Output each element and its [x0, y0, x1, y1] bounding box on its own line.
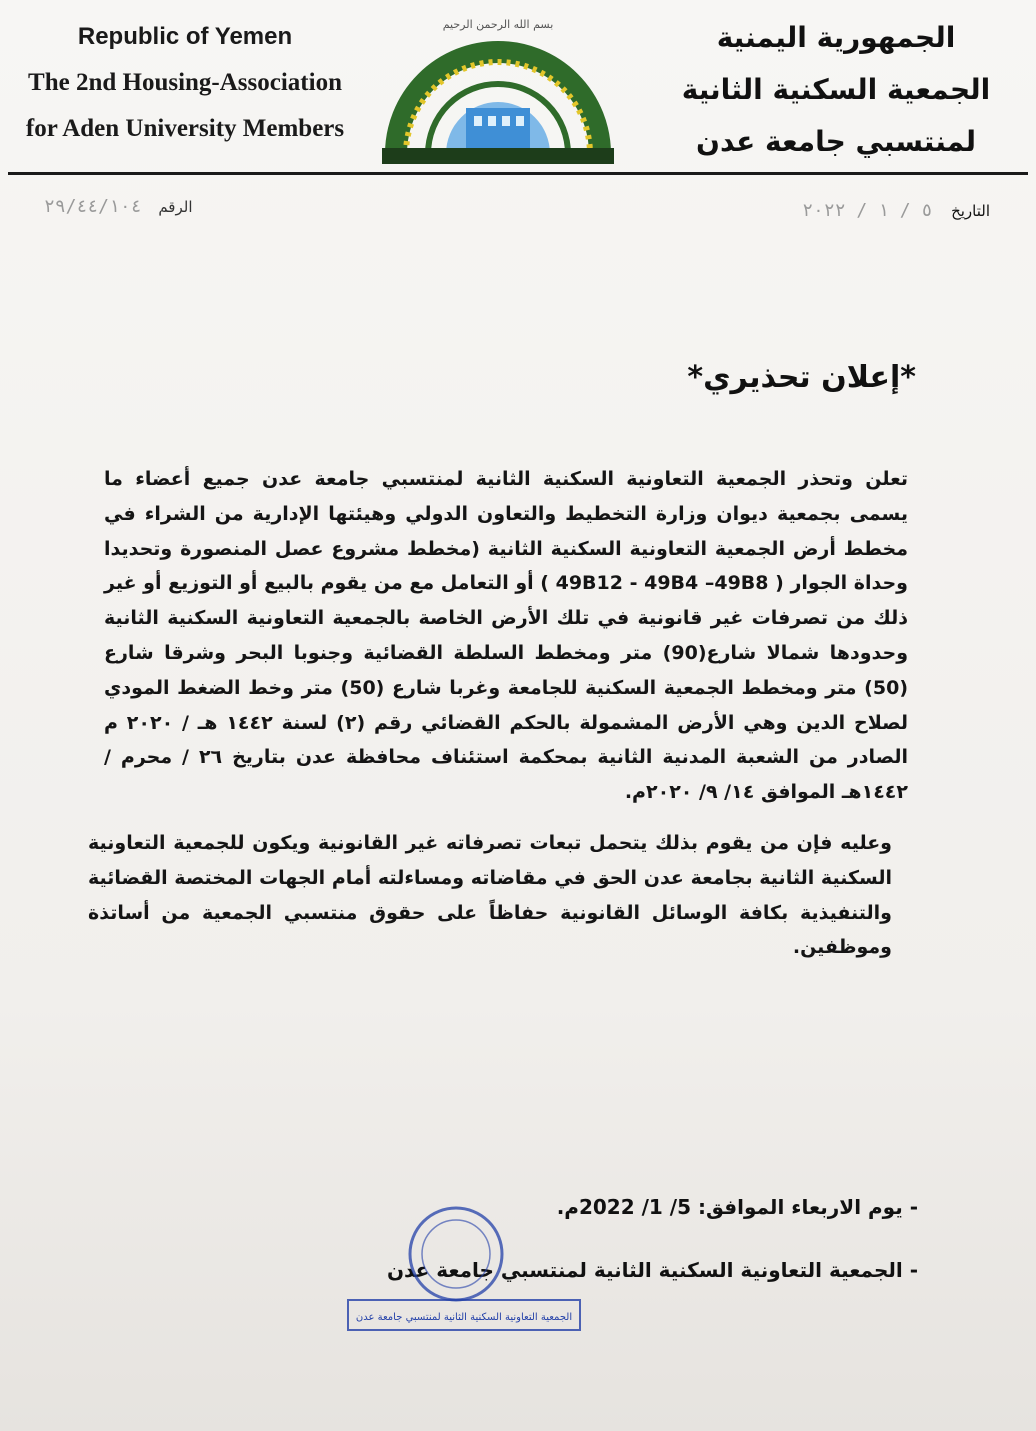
- date-value: ٥ / ١ / ٢٠٢٢: [802, 200, 933, 221]
- ref-value: ٢٩/٤٤/١٠٤: [44, 196, 142, 217]
- logo-caption: بسم الله الرحمن الرحيم: [442, 18, 554, 31]
- reference-line: [44, 196, 193, 217]
- header-arabic: [676, 12, 996, 168]
- header-ar-line2: الجمعية السكنية الثانية: [681, 73, 991, 106]
- header-ar-line3: لمنتسبي جامعة عدن: [696, 125, 976, 158]
- header-divider: [8, 172, 1028, 175]
- header-english: [10, 14, 360, 152]
- signature-date: - يوم الاربعاء الموافق: 5/ 1/ 2022م.: [556, 1195, 918, 1219]
- stamp-text: الجمعية التعاونية السكنية الثانية لمنتسبي جامعة عدن: [355, 1312, 573, 1323]
- official-stamp: [344, 1200, 584, 1340]
- header-en-line3: for Aden University Members: [25, 115, 345, 142]
- notice-body: [88, 462, 909, 965]
- date-label: التاريخ: [951, 202, 990, 220]
- body-paragraph-2: وعليه فإن من يقوم بذلك يتحمل تبعات تصرفاته غير القانونية ويكون للجمعية التعاونية السكنية الثانية بجامعة عدن الحق في مقاضاته ومساءلته أمام الجهات المختصة القضائية والتنفيذية بكافة الوسائل القانونية حفاظاً على حقوق منتسبي الجمعية من أساتذة وموظفين.: [88, 831, 892, 959]
- header-ar-line1: الجمهورية اليمنية: [716, 21, 956, 54]
- logo-building-icon: [466, 108, 530, 148]
- association-logo: [376, 8, 620, 168]
- date-line: [802, 200, 990, 221]
- logo-banner: [382, 148, 614, 164]
- header-en-line1: Republic of Yemen: [77, 23, 293, 50]
- header-en-line2: The 2nd Housing-Association: [28, 69, 342, 96]
- ref-label: الرقم: [158, 198, 193, 216]
- notice-title: *إعلان تحذيري*: [687, 360, 916, 395]
- body-paragraph-1: تعلن وتحذر الجمعية التعاونية السكنية الثانية لمنتسبي جامعة عدن جميع أعضاء ما يسمى بجمعية ديوان وزارة التخطيط والتعاون الدولي وهيئتها الإدارية من الشراء في مخطط أرض الجمعية التعاونية السكنية الثانية (مخطط مشروع عصل المنصورة وتحديدا وحداة الجوار ( 49B12 - 49B4 –49B8 ) أو التعامل مع من يقوم بالبيع أو التوزيع أو غير ذلك من تصرفات غير قانونية في تلك الأرض الخاصة بالجمعية التعاونية السكنية الثانية وحدودها شمالا شارع(90) متر ومخطط السلطة القضائية وجنوبا البحر وشرقا شارع (50) متر ومخطط الجمعية السكنية للجامعة وغربا شارع (50) متر وخط الضغط المودي لصلاح الدين وهي الأرض المشمولة بالحكم القضائي رقم (٢) لسنة ١٤٤٢ هـ / ٢٠٢٠ م الصادر من الشعبة المدنية الثانية بمحكمة استئناف محافظة عدن بتاريخ ٢٦ / محرم / ١٤٤٢هـ الموافق ١٤/ ٩/ ٢٠٢٠م.: [104, 468, 909, 804]
- signature-association: - الجمعية التعاونية السكنية الثانية لمنتسبي جامعة عدن: [386, 1258, 918, 1282]
